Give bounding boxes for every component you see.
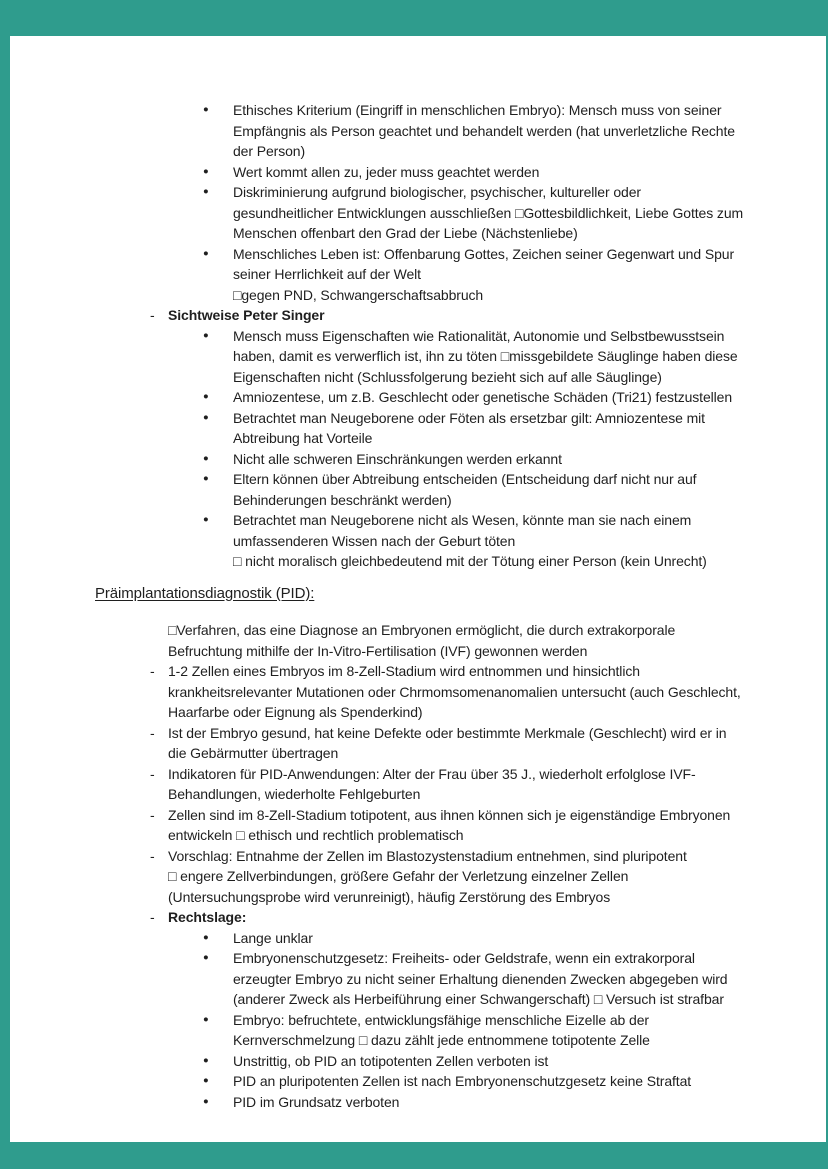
item-text: Embryonenschutzgesetz: Freiheits- oder Geldstrafe, wenn ein extrakorporal erzeugter Embryo zu nicht seiner Erhaltung dienenden Zwecken abgegeben wird (anderer Zweck als Herbeiführung einer Schwangerschaft) □ Versuch ist strafbar [233,950,728,1007]
list-item [95,469,744,510]
list-item [95,928,744,949]
bullet-marker: ● [203,1095,209,1107]
item-text: Indikatoren für PID-Anwendungen: Alter der Frau über 35 J., wiederholt erfolglose IVF-Behandlungen, wiederholte Fehlgeburten [168,765,696,802]
item-text: Mensch muss Eigenschaften wie Rationalität, Autonomie und Selbstbewusstsein haben, damit es verwerflich ist, ihn zu töten □missgebildete Säuglinge haben diese Eigenschaften nicht (Schlussfolgerung bezieht sich auf alle Säuglinge) [233,327,738,385]
bullet-marker: ● [203,1054,209,1066]
bullet-marker: ● [203,186,209,197]
section-heading [95,584,744,605]
item-text: Diskriminierung aufgrund biologischer, psychischer, kultureller oder gesundheitlicher Entwicklungen ausschließen □Gottesbildlichkeit, Liebe Gottes zum Menschen offenbart den Grad der Liebe (Nächstenliebe) [233,184,744,241]
dash-marker: - [150,663,155,679]
item-text: Sichtweise Peter Singer [168,307,325,323]
item-text: Nicht alle schweren Einschränkungen werden erkannt [233,450,562,467]
list-item [95,764,744,805]
bullet-marker: ● [203,952,209,963]
bullet-marker: ● [203,104,209,115]
bullet-marker: ● [203,1013,209,1025]
bullet-marker: ● [203,247,209,259]
list-item [95,661,744,723]
bullet-marker: ● [203,514,209,525]
document-content [95,100,744,1112]
item-text: Betrachtet man Neugeborene oder Föten als ersetzbar gilt: Amniozentese mit Abtreibung hat Vorteile [233,409,705,446]
list-item [95,551,744,572]
list-item [95,1010,744,1051]
item-text: Menschliches Leben ist: Offenbarung Gottes, Zeichen seiner Gegenwart und Spur seiner Herrlichkeit auf der Welt [233,245,735,282]
list-item [95,100,744,162]
list-item [95,907,744,928]
list-item [95,162,744,183]
list-item [95,805,744,846]
item-text: Betrachtet man Neugeborene nicht als Wesen, könnte man sie nach einem umfassenderen Wissen nach der Geburt töten [233,512,692,549]
bullet-marker: ● [203,329,209,341]
item-text: Amniozentese, um z.B. Geschlecht oder genetische Schäden (Tri21) festzustellen [233,389,733,405]
item-text: Lange unklar [233,929,313,946]
list-item [95,1092,744,1113]
dash-marker: - [150,724,155,741]
item-text: □Verfahren, das eine Diagnose an Embryonen ermöglicht, die durch extrakorporale Befruchtung mithilfe der In-Vitro-Fertilisation (IVF) gewonnen werden [168,622,676,659]
item-text: Unstrittig, ob PID an totipotenten Zellen verboten ist [233,1052,549,1069]
item-text: Vorschlag: Entnahme der Zellen im Blastozystenstadium entnehmen, sind pluripotent [168,847,687,864]
item-text: PID im Grundsatz verboten [233,1093,400,1110]
item-text: □ nicht moralisch gleichbedeutend mit der Tötung einer Person (kein Unrecht) [233,553,707,569]
list-item [95,948,744,1010]
list-item [95,1051,744,1072]
dash-marker: - [150,307,155,323]
item-text: Eltern können über Abtreibung entscheiden (Entscheidung darf nicht nur auf Behinderungen beschränkt werden) [233,471,697,508]
list-item [95,408,744,449]
list-item [95,244,744,285]
bullet-marker: ● [203,1075,209,1086]
list-item [95,510,744,551]
list-item [95,326,744,388]
item-text: Rechtslage: [168,909,247,925]
list-item [95,387,744,408]
list-item [95,1071,744,1092]
list-item [95,449,744,470]
item-text: Wert kommt allen zu, jeder muss geachtet werden [233,163,540,180]
bullet-marker: ● [203,411,209,423]
bullet-marker: ● [203,165,209,177]
list-item [95,182,744,244]
dash-marker: - [150,765,155,782]
bullet-marker: ● [203,931,209,943]
bullet-marker: ● [203,473,209,484]
item-text: PID an pluripotenten Zellen ist nach Embryonenschutzgesetz keine Straftat [233,1073,692,1089]
dash-marker: - [150,806,155,823]
bullet-marker: ● [203,452,209,464]
dash-marker: - [150,847,155,864]
bullet-marker: ● [203,391,209,402]
list-item [95,285,744,306]
item-text: Ethisches Kriterium (Eingriff in menschlichen Embryo): Mensch muss von seiner Empfängnis als Person geachtet und behandelt werden (hat unverletzliche Rechte der Person) [233,102,735,159]
item-text: □gegen PND, Schwangerschaftsabbruch [233,286,484,303]
list-item [95,846,744,867]
document-page [10,36,826,1142]
heading-text: Präimplantationsdiagnostik (PID): [95,584,315,602]
list-item [95,620,744,661]
list-item [95,723,744,764]
item-text: Zellen sind im 8-Zell-Stadium totipotent, aus ihnen können sich je eigenständige Embryonen entwickeln □ ethisch und rechtlich problematisch [168,806,731,843]
list-item [95,305,744,326]
item-text: Ist der Embryo gesund, hat keine Defekte oder bestimmte Merkmale (Geschlecht) wird er in die Gebärmutter übertragen [168,724,727,761]
item-text: Embryo: befruchtete, entwicklungsfähige menschliche Eizelle ab der Kernverschmelzung □ dazu zählt jede entnommene totipotente Zelle [233,1011,650,1048]
item-text: □ engere Zellverbindungen, größere Gefahr der Verletzung einzelner Zellen (Untersuchungsprobe wird verunreinigt), häufig Zerstörung des Embryos [168,868,629,905]
dash-marker: - [150,909,155,925]
list-item [95,866,744,907]
item-text: 1-2 Zellen eines Embryos im 8-Zell-Stadium wird entnommen und hinsichtlich krankheitsrelevanter Mutationen oder Chrmomsomenanomalien untersucht (auch Geschlecht, Haarfarbe oder Eignung als Spenderkind) [168,663,741,720]
